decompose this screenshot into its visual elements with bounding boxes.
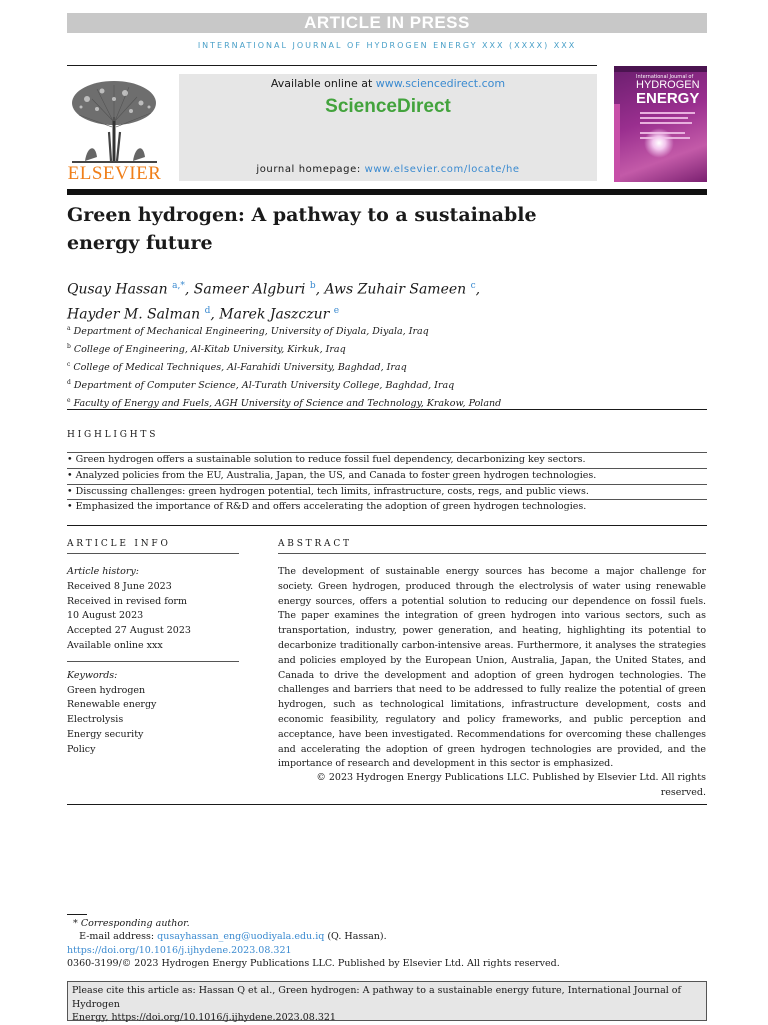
keywords-label: Keywords:	[67, 669, 118, 681]
journal-homepage-link[interactable]: www.elsevier.com/locate/he	[364, 164, 520, 175]
history-item: 10 August 2023	[67, 610, 144, 622]
email-link[interactable]: qusayhassan_eng@uodiyala.edu.iq	[157, 931, 325, 943]
author-marks[interactable]: b	[309, 281, 316, 291]
highlight-text: Discussing challenges: green hydrogen potential, tech limits, infrastructure, costs, regs, and public views.	[75, 485, 589, 497]
history-item: Available online xxx	[67, 639, 163, 651]
abstract-text: The development of sustainable energy sources has become a major challenge for society. Green hydrogen, produced through the electrolysis of water using renewable energy sources, offers a potential solution to reducing our dependence on fossil fuels. The paper examines the integration of green hydrogen into various sectors, such as transportation, industry, power generation, and heating, highlighting its potential to decarbonize traditionally carbon-intensive areas. Furthermore, it analyses the strategies and policies employed by the European Union, Australia, Japan, the United States, and Canada to drive the development and adoption of green hydrogen technologies. The challenges and barriers that need to be addressed to fully realize the potential of green hydrogen, such as technological limitations, infrastructure development, costs and economic feasibility, regulatory and policy frameworks, and public perception and acceptance, have been investigated. Recommendations for overcoming these challenges and accelerating the adoption of green hydrogen technologies are provided, and the importance of research and development in this sector is emphasized.	[278, 566, 706, 770]
article-in-press-banner: ARTICLE IN PRESS	[67, 13, 707, 33]
affiliation-mark: e	[67, 396, 71, 404]
article-info-heading: ARTICLE INFO	[67, 539, 171, 549]
highlights-heading: HIGHLIGHTS	[67, 430, 159, 440]
footnote-rule	[67, 914, 87, 915]
article-info-rule	[67, 553, 239, 554]
highlight-item: • Green hydrogen offers a sustainable solution to reduce fossil fuel dependency, decarbonizing key sectors.	[67, 452, 707, 468]
highlight-text: Green hydrogen offers a sustainable solution to reduce fossil fuel dependency, decarbonizing key sectors.	[75, 454, 586, 465]
author-separator: ,	[184, 281, 194, 298]
issn-line: 0360-3199/© 2023 Hydrogen Energy Publications LLC. Published by Elsevier Ltd. All rights reserved.	[67, 957, 560, 969]
highlight-item: • Analyzed policies from the EU, Australia, Japan, the US, and Canada to foster green hydrogen technologies.	[67, 468, 707, 484]
affiliation-mark: a	[67, 325, 71, 332]
header-top-rule	[67, 65, 597, 66]
highlights-list	[67, 452, 707, 515]
available-prefix: Available online at	[270, 77, 376, 90]
abstract-bottom-rule	[67, 804, 707, 805]
footnote-mark: *	[73, 918, 78, 929]
affiliation-text: Faculty of Energy and Fuels, AGH University of Science and Technology, Krakow, Poland	[73, 397, 502, 409]
article-info-block	[67, 565, 239, 758]
author-name[interactable]: Aws Zuhair Sameen	[324, 281, 467, 298]
affiliation-text: Department of Mechanical Engineering, University of Diyala, Diyala, Iraq	[73, 326, 429, 338]
keyword-item[interactable]: Renewable energy	[67, 699, 157, 711]
title-line-1: Green hydrogen: A pathway to a sustainable	[67, 204, 537, 226]
journal-cover-image	[614, 66, 707, 182]
available-online-line	[179, 77, 597, 90]
citation-box	[67, 981, 707, 1021]
author-marks[interactable]: d	[204, 305, 211, 316]
affiliation-mark: d	[67, 378, 71, 386]
header-thick-rule	[67, 189, 707, 195]
affiliation-list	[67, 322, 707, 412]
citation-line-2: Energy, https://doi.org/10.1016/j.ijhydene.2023.08.321	[72, 1012, 336, 1023]
journal-homepage-line	[179, 164, 597, 175]
journal-running-head: INTERNATIONAL JOURNAL OF HYDROGEN ENERGY XXX (XXXX) XXX	[197, 41, 577, 50]
cover-title-energy: ENERGY	[636, 90, 700, 107]
cover-text-line	[640, 117, 688, 119]
footnotes	[67, 917, 707, 970]
highlight-item: • Discussing challenges: green hydrogen potential, tech limits, infrastructure, costs, regs, and public views.	[67, 484, 707, 500]
affiliation-mark: c	[67, 360, 71, 368]
corresponding-author-note	[67, 917, 707, 930]
affiliation-text: Department of Computer Science, Al-Turath University College, Baghdad, Iraq	[73, 380, 455, 392]
author-marks[interactable]: e	[333, 305, 340, 316]
email-label: E-mail address:	[79, 931, 158, 943]
elsevier-wordmark: ELSEVIER	[67, 163, 162, 184]
author-name[interactable]: Hayder M. Salman	[67, 306, 201, 323]
author-name[interactable]: Sameer Algburi	[193, 281, 306, 298]
author-separator: ,	[210, 306, 220, 323]
highlight-text: Analyzed policies from the EU, Australia, Japan, the US, and Canada to foster green hydrogen technologies.	[75, 469, 597, 481]
cover-top-band	[614, 66, 707, 72]
doi-link[interactable]: https://doi.org/10.1016/j.ijhydene.2023.08.321	[67, 944, 292, 956]
cover-text-line	[640, 112, 695, 114]
history-label: Article history:	[67, 566, 139, 577]
history-item: Received in revised form	[67, 595, 187, 607]
affiliation-item	[67, 376, 707, 394]
abstract-rule	[278, 553, 706, 554]
author-line-1	[67, 276, 707, 301]
sciencedirect-url-link[interactable]: www.sciencedirect.com	[375, 77, 506, 90]
affiliation-mark: b	[67, 342, 71, 350]
email-owner: (Q. Hassan).	[324, 931, 387, 943]
affiliation-item	[67, 358, 707, 376]
cover-text-line	[640, 122, 692, 124]
sciencedirect-brand: ScienceDirect	[325, 96, 451, 117]
email-line	[67, 930, 707, 943]
citation-line-1: Please cite this article as: Hassan Q et al., Green hydrogen: A pathway to a sustainable energy future, International Journal of Hydrogen	[72, 985, 682, 1010]
history-item: Received 8 June 2023	[67, 580, 172, 592]
author-list	[67, 276, 707, 325]
highlight-text: Emphasized the importance of R&D and offers accelerating the adoption of green hydrogen technologies.	[75, 501, 587, 513]
highlights-bottom-rule	[67, 525, 707, 526]
keyword-item[interactable]: Electrolysis	[67, 714, 124, 726]
highlights-top-rule	[67, 409, 707, 410]
keyword-item[interactable]: Green hydrogen	[67, 684, 146, 696]
title-line-2: energy future	[67, 232, 213, 254]
author-marks[interactable]: a,*	[172, 281, 185, 291]
history-item: Accepted 27 August 2023	[67, 625, 191, 637]
affiliation-text: College of Medical Techniques, Al-Farahidi University, Baghdad, Iraq	[73, 362, 407, 374]
author-marks[interactable]: c	[470, 281, 476, 291]
keyword-item[interactable]: Energy security	[67, 728, 144, 740]
homepage-prefix: journal homepage:	[256, 164, 365, 175]
highlight-item: • Emphasized the importance of R&D and offers accelerating the adoption of green hydrogen technologies.	[67, 499, 707, 515]
abstract-copyright: © 2023 Hydrogen Energy Publications LLC. Published by Elsevier Ltd. All rights reserved.	[316, 772, 706, 798]
author-separator: ,	[475, 281, 481, 298]
author-name[interactable]: Marek Jaszczur	[219, 306, 330, 323]
affiliation-item	[67, 322, 707, 340]
keywords-rule	[67, 654, 239, 662]
affiliation-item	[67, 340, 707, 358]
author-name[interactable]: Qusay Hassan	[67, 281, 168, 298]
abstract-heading: ABSTRACT	[278, 539, 352, 549]
author-separator: ,	[315, 281, 325, 298]
keyword-item[interactable]: Policy	[67, 743, 96, 755]
cover-glow-orb	[644, 128, 674, 158]
cover-journal-label: International Journal of	[636, 74, 694, 80]
affiliation-text: College of Engineering, Al-Kitab University, Kirkuk, Iraq	[73, 344, 346, 356]
cover-side-band	[614, 104, 620, 182]
cover-title-hydrogen: HYDROGEN	[636, 79, 700, 91]
corresponding-text: Corresponding author.	[80, 918, 190, 929]
article-title	[67, 201, 627, 257]
